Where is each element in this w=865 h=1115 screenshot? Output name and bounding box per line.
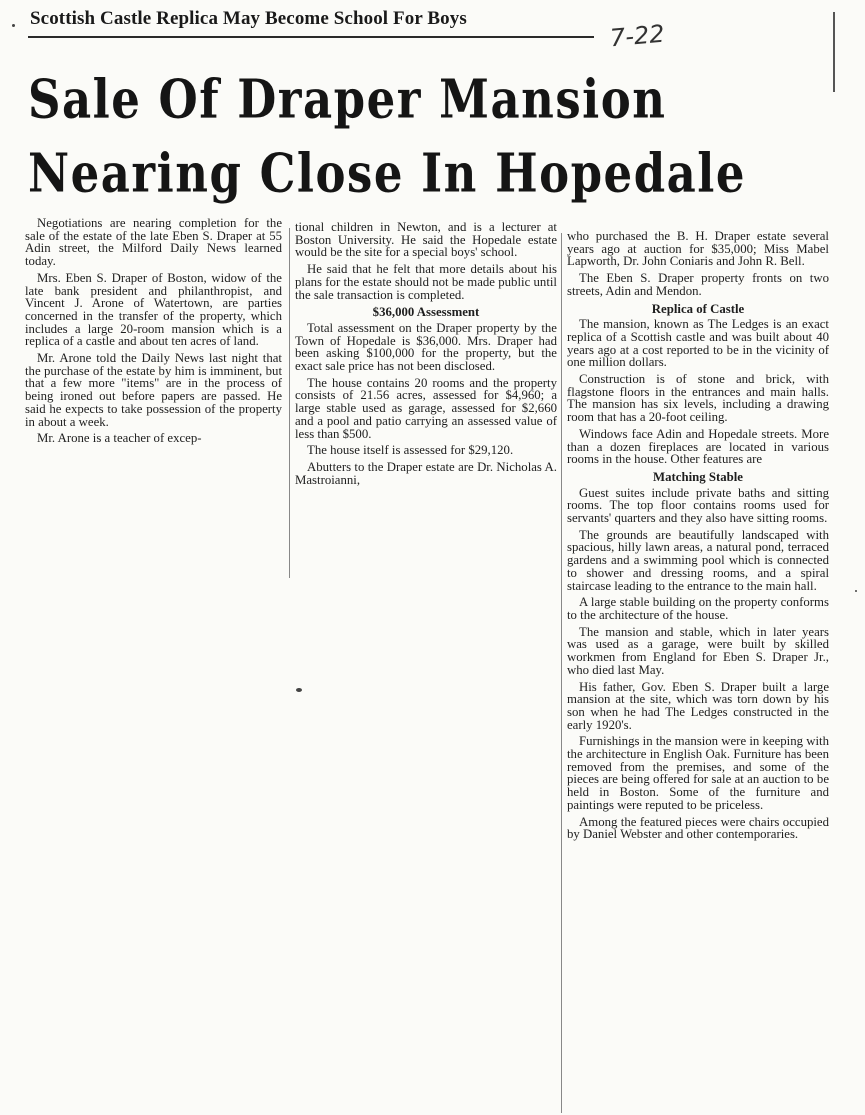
paragraph: Total assessment on the Draper property by the Town of Hopedale is $36,000. Mrs. Draper had been asking $100,000 for the property, but the exact sale price has not been disclosed. bbox=[295, 320, 557, 374]
subheading-matching-stable: Matching Stable bbox=[653, 469, 743, 484]
paragraph: Construction is of stone and brick, with flagstone floors in the entrances and main halls. The mansion has six levels, including a drawing room that has a 20-foot ceiling. bbox=[567, 372, 829, 425]
article-column-3 bbox=[567, 230, 829, 845]
article-column-1 bbox=[25, 217, 282, 449]
subheading-assessment: $36,000 Assessment bbox=[372, 305, 480, 320]
paragraph: tional children in Newton, and is a lecturer at Boston University. He said the Hopedale estate would be the site for a special boys' school. bbox=[295, 220, 557, 260]
paragraph: The grounds are beautifully landscaped with spacious, hilly lawn areas, a natural pond, terraced gardens and a swimming pool which is connected to shower and dressing rooms, and a spiral staircase leading to the entrance to the main hall. bbox=[567, 527, 829, 593]
paragraph: The mansion and stable, which in later years was used as a garage, were built by skilled workmen from England for Eben S. Draper Jr., who died last May. bbox=[567, 624, 829, 677]
paragraph: The house contains 20 rooms and the property consists of 21.56 acres, assessed for $4,960; a large stable used as garage, assessed for $2,660 and a pool and patio carrying an assessed value of less than $500. bbox=[295, 375, 557, 441]
paragraph: The Eben S. Draper property fronts on two streets, Adin and Mendon. bbox=[567, 271, 829, 298]
paragraph: Negotiations are nearing completion for the sale of the estate of the late Eben S. Draper at 55 Adin street, the Milford Daily News learned today. bbox=[25, 216, 282, 269]
column-divider bbox=[561, 233, 562, 1113]
print-speck bbox=[855, 590, 857, 592]
paragraph: Among the featured pieces were chairs occupied by Daniel Webster and other contemporaries. bbox=[567, 814, 829, 842]
paragraph: He said that he felt that more details about his plans for the estate should not be made public until the sale transaction is completed. bbox=[295, 262, 557, 302]
print-speck bbox=[12, 24, 15, 27]
article-column-2 bbox=[295, 221, 557, 490]
paragraph: The house itself is assessed for $29,120. bbox=[307, 443, 514, 458]
paragraph: Mrs. Eben S. Draper of Boston, widow of the late bank president and philanthropist, and Vincent J. Arone of Watertown, are parties concerned in the transfer of the property, which includes a large 20-room mansion which is a replica of a castle and about ten acres of land. bbox=[25, 270, 282, 349]
subheading-replica-of-castle: Replica of Castle bbox=[651, 301, 745, 316]
kicker-underline bbox=[28, 36, 594, 38]
paragraph: A large stable building on the property conforms to the architecture of the house. bbox=[567, 595, 829, 622]
paragraph: Guest suites include private baths and sitting rooms. The top floor contains rooms used for servants' quarters and they also have sitting rooms. bbox=[567, 485, 829, 526]
paragraph: His father, Gov. Eben S. Draper built a large mansion at the site, which was torn down by his son when he had The Ledges constructed in the early 1920's. bbox=[567, 679, 829, 732]
handwritten-date-note: 7-22 bbox=[608, 19, 666, 53]
paragraph: Windows face Adin and Hopedale streets. More than a dozen fireplaces are located in various rooms in the house. Other features are bbox=[567, 426, 829, 467]
paragraph: who purchased the B. H. Draper estate several years ago at auction for $35,000; Miss Mabel Lapworth, Dr. John Coniaris and John R. Bell. bbox=[567, 229, 829, 269]
clipping-edge-mark bbox=[833, 12, 835, 92]
print-speck bbox=[296, 688, 302, 692]
column-divider bbox=[289, 228, 290, 578]
headline-line-2: Nearing Close In Hopedale bbox=[28, 142, 747, 205]
paragraph: Furnishings in the mansion were in keeping with the architecture in English Oak. Furniture has been removed from the premises, and some of the pieces are being offered for sale at an auction to be held in Boston. Some of the furniture and paintings were reputed to be priceless. bbox=[567, 734, 829, 812]
paragraph: Abutters to the Draper estate are Dr. Nicholas A. Mastroianni, bbox=[295, 459, 557, 487]
paragraph: Mr. Arone is a teacher of excep- bbox=[37, 431, 202, 446]
headline-line-1: Sale Of Draper Mansion bbox=[28, 68, 667, 131]
kicker-headline: Scottish Castle Replica May Become School For Boys bbox=[30, 8, 467, 29]
paragraph: The mansion, known as The Ledges is an exact replica of a Scottish castle and was built about 40 years ago at a cost reported to be in the vicinity of one million dollars. bbox=[567, 317, 829, 370]
paragraph: Mr. Arone told the Daily News last night that the purchase of the estate by him is imminent, but that a few more "items" are in the process of being ironed out before papers are passed. He said he expects to take possession of the property in about a week. bbox=[25, 351, 282, 429]
